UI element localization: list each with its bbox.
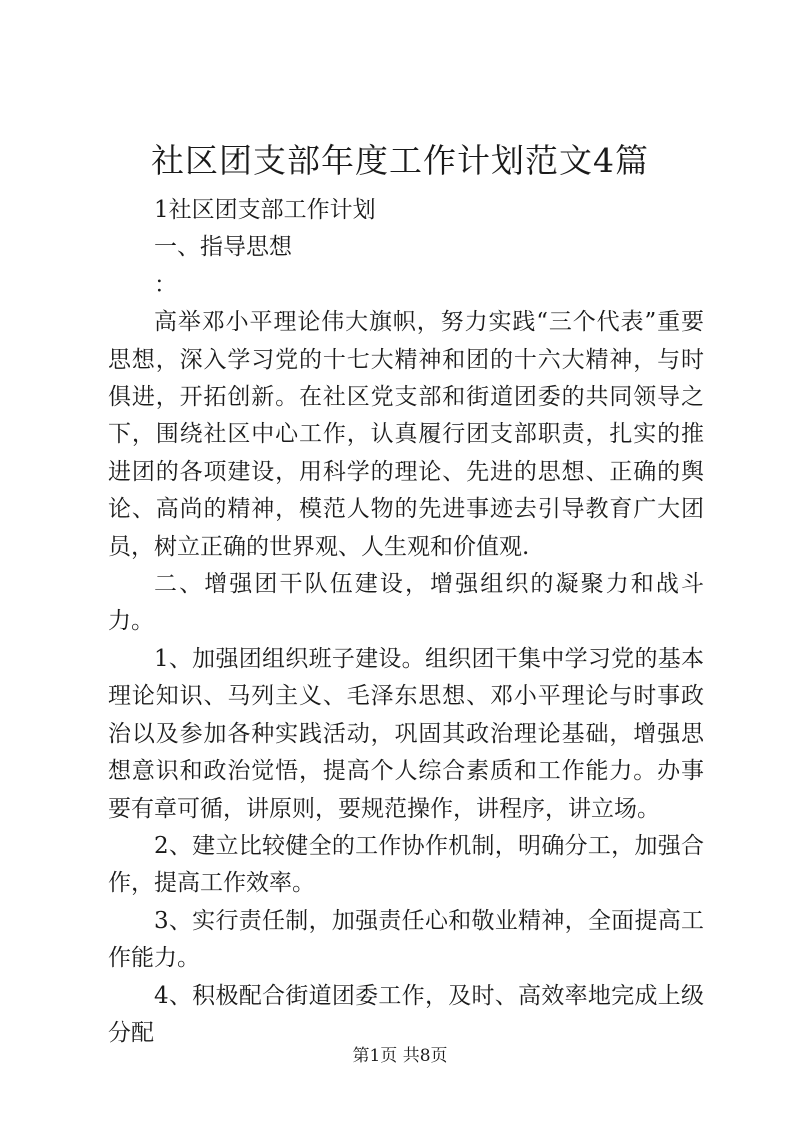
list-item: 2、建立比较健全的工作协作机制，明确分工，加强合作，提高工作效率。 <box>108 832 704 897</box>
section-heading-plan: 1社区团支部工作计划 <box>154 197 376 223</box>
document-title: 社区团支部年度工作计划范文4篇 <box>151 141 649 180</box>
document-body <box>108 192 704 1052</box>
section-heading-guiding-ideology: 一、指导思想 <box>154 234 292 261</box>
section-heading-team-building: 二、增强团干队伍建设，增强组织的凝聚力和战斗力。 <box>108 571 704 635</box>
page-number-footer: 第1页 共8页 <box>352 1046 448 1066</box>
body-paragraph: 高举邓小平理论伟大旗帜，努力实践“三个代表”重要思想，深入学习党的十七大精神和团的十六大精神，与时俱进，开拓创新。在社区党支部和街道团委的共同领导之下，围绕社区中心工作，认真履行团支部职责，扎实的推进团的各项建设，用科学的理论、先进的思想、正确的舆论、高尚的精神，模范人物的先进事迹去引导教育广大团员，树立正确的世界观、人生观和价值观. <box>108 309 704 560</box>
colon-line: ： <box>154 271 177 298</box>
list-item: 3、实行责任制，加强责任心和敬业精神，全面提高工作能力。 <box>108 907 704 972</box>
list-item: 1、加强团组织班子建设。组织团干集中学习党的基本理论知识、马列主义、毛泽东思想、邓小平理论与时事政治以及参加各种实践活动，巩固其政治理论基础，增强思想意识和政治觉悟，提高个人综合素质和工作能力。办事要有章可循，讲原则，要规范操作，讲程序，讲立场。 <box>108 645 704 822</box>
list-item: 4、积极配合街道团委工作，及时、高效率地完成上级分配 <box>108 982 704 1046</box>
